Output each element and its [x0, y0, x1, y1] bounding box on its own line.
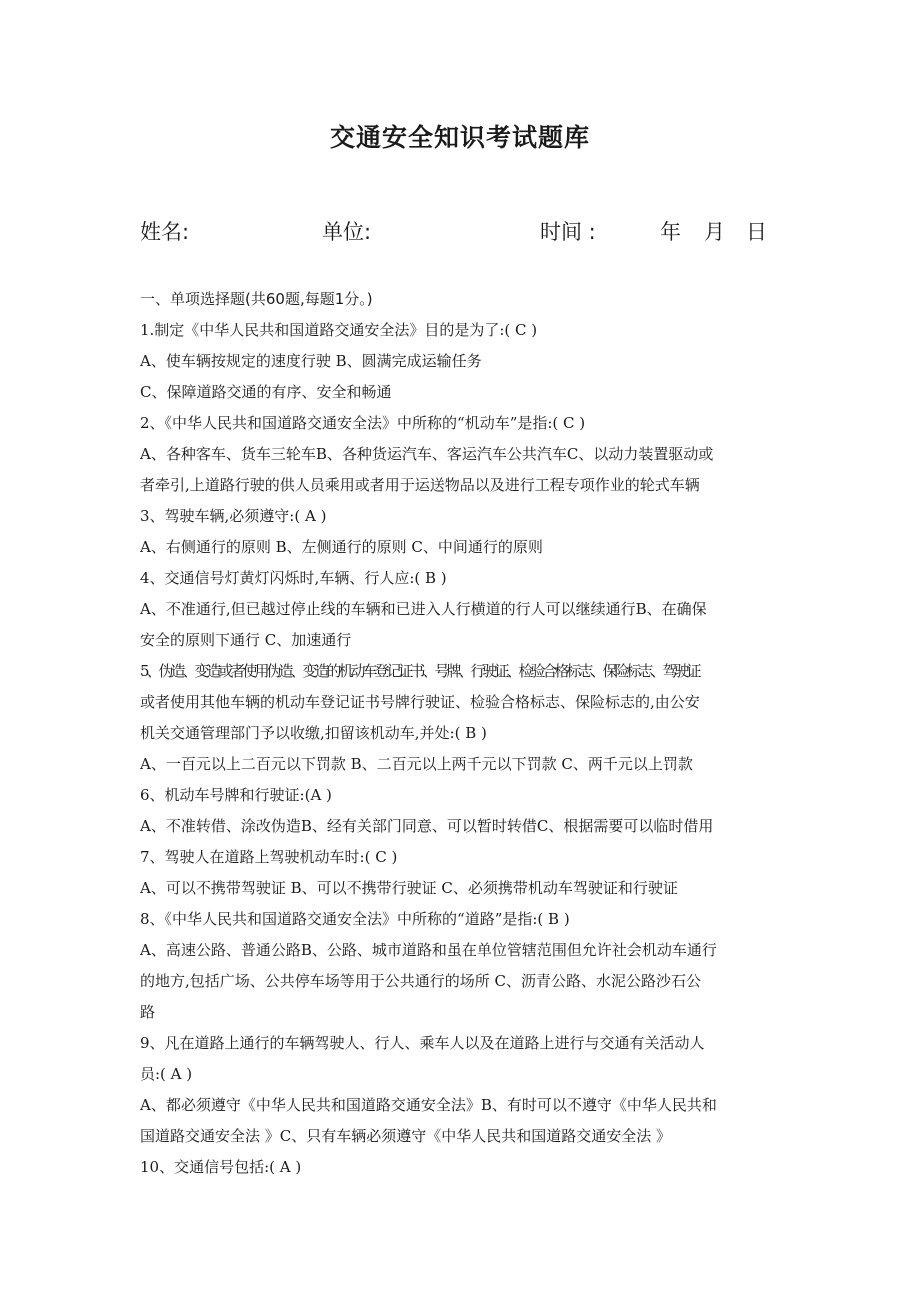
question-line: A、高速公路、普通公路B、公路、城市道路和虽在单位管辖范围但允许社会机动车通行	[140, 941, 717, 959]
document-title: 交通安全知识考试题库	[329, 123, 590, 152]
question-line: 4、交通信号灯黄灯闪烁时,车辆、行人应:( B )	[140, 569, 447, 587]
question-line: 6、机动车号牌和行驶证:(A )	[140, 786, 332, 804]
question-line: A、不准通行,但已越过停止线的车辆和已进入人行横道的行人可以继续通行B、在确保	[140, 600, 707, 618]
question-line: 的地方,包括广场、公共停车场等用于公共通行的场所 C、沥青公路、水泥公路沙石公	[140, 972, 702, 990]
question-line: 员:( A )	[140, 1065, 193, 1083]
question-content	[140, 284, 790, 1183]
question-line: 或者使用其他车辆的机动车登记证书号牌行驶证、检验合格标志、保险标志的,由公安	[140, 693, 700, 711]
name-label: 姓名:	[140, 220, 190, 244]
question-line: A、各种客车、货车三轮车B、各种货运汽车、客运汽车公共汽车C、以动力装置驱动或	[140, 445, 714, 463]
exam-info-row	[0, 216, 920, 250]
question-line: 路	[140, 1003, 156, 1021]
question-line: A、都必须遵守《中华人民共和国道路交通安全法》B、有时可以不遵守《中华人民共和	[140, 1096, 717, 1114]
question-line: A、右侧通行的原则 B、左侧通行的原则 C、中间通行的原则	[140, 538, 543, 556]
question-line: 5、伪造、变造或者使用伪造、变造的机动车登记证书、号牌、行驶证、检验合格标志、保险标志、驾驶证	[140, 662, 699, 680]
question-line: 3、驾驶车辆,必须遵守:( A )	[140, 507, 327, 525]
question-line: C、保障道路交通的有序、安全和畅通	[140, 383, 392, 401]
section-title: 一、单项选择题(共60题,每题1分。)	[140, 290, 373, 308]
question-line: 9、凡在道路上通行的车辆驾驶人、行人、乘车人以及在道路上进行与交通有关活动人	[140, 1034, 705, 1052]
question-line: 国道路交通安全法 》C、只有车辆必须遵守《中华人民共和国道路交通安全法 》	[140, 1127, 672, 1145]
question-line: A、使车辆按规定的速度行驶 B、圆满完成运输任务	[140, 352, 482, 370]
question-line: 者牵引,上道路行驶的供人员乘用或者用于运送物品以及进行工程专项作业的轮式车辆	[140, 476, 700, 494]
question-line: A、不准转借、涂改伪造B、经有关部门同意、可以暂时转借C、根据需要可以临时借用	[140, 817, 714, 835]
unit-label: 单位:	[322, 220, 372, 244]
question-line: 安全的原则下通行 C、加速通行	[140, 631, 352, 649]
question-line: 2、《中华人民共和国道路交通安全法》中所称的“机动车”是指:( C )	[140, 414, 586, 432]
question-line: 1.制定《中华人民共和国道路交通安全法》目的是为了:( C )	[140, 321, 538, 339]
question-line: 8、《中华人民共和国道路交通安全法》中所称的“道路”是指:( B )	[140, 910, 570, 928]
question-line: 机关交通管理部门予以收缴,扣留该机动车,并处:( B )	[140, 724, 487, 742]
question-line: A、可以不携带驾驶证 B、可以不携带行驶证 C、必须携带机动车驾驶证和行驶证	[140, 879, 678, 897]
day-label: 日	[746, 220, 767, 244]
month-label: 月	[704, 220, 725, 244]
question-line: A、一百元以上二百元以下罚款 B、二百元以上两千元以下罚款 C、两千元以上罚款	[140, 755, 693, 773]
question-line: 7、驾驶人在道路上驾驶机动车时:( C )	[140, 848, 398, 866]
time-label: 时间 :	[540, 220, 596, 244]
question-line: 10、交通信号包括:( A )	[140, 1158, 302, 1176]
year-label: 年	[660, 220, 681, 244]
